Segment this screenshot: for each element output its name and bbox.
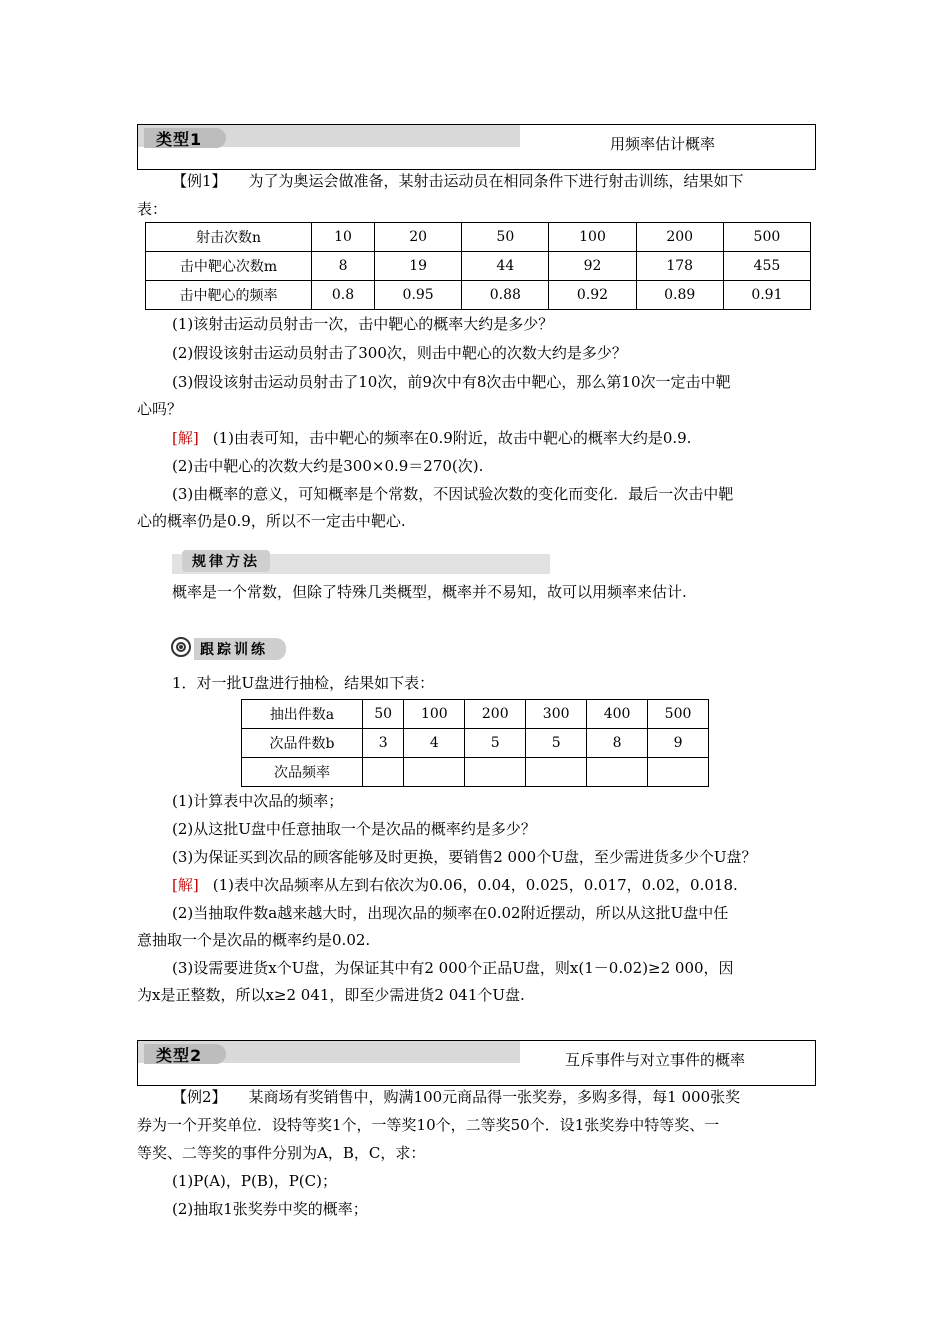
training-label: 跟踪训练	[194, 638, 286, 660]
table-row: 次品件数b 3 4 5 5 8 9	[242, 729, 709, 758]
solution-label: [解]	[172, 429, 199, 447]
target-icon	[171, 637, 191, 657]
solution-3-line2: 心的概率仍是0.9，所以不一定击中靶心.	[137, 512, 406, 530]
training-question-1: (1)计算表中次品的频率；	[172, 792, 344, 810]
example-2-line3: 等奖、二等奖的事件分别为A，B，C，求：	[137, 1144, 426, 1162]
example-2-line2: 券为一个开奖单位．设特等奖1个，一等奖10个，二等奖50个．设1张奖券中特等奖、一	[137, 1116, 720, 1134]
usb-table	[241, 699, 709, 787]
question-3-line2: 心吗？	[137, 400, 183, 418]
section-title: 互斥事件与对立事件的概率	[565, 1051, 746, 1069]
solution-label: [解]	[172, 876, 199, 894]
training-solution-1: [解] (1)表中次品频率从左到右依次为0.06，0.04，0.025，0.017，0.02，0.018.	[172, 876, 738, 894]
example-label: 【例2】	[172, 1088, 227, 1106]
table-row: 抽出件数a 50 100 200 300 400 500	[242, 700, 709, 729]
example-2-line1: 【例2】 某商场有奖销售中，购满100元商品得一张奖券，多购多得，每1 000张奖	[172, 1088, 741, 1106]
table-row: 击中靶心的频率 0.8 0.95 0.88 0.92 0.89 0.91	[146, 281, 811, 310]
question-2: (2)假设该射击运动员射击了300次，则击中靶心的次数大约是多少？	[172, 344, 627, 362]
section-tag-label: 类型2	[156, 1046, 203, 1065]
method-label: 规律方法	[182, 550, 270, 572]
training-solution-2-line1: (2)当抽取件数a越来越大时，出现次品的频率在0.02附近摆动，所以从这批U盘中任	[172, 904, 729, 922]
training-problem: 1．对一批U盘进行抽检，结果如下表：	[172, 674, 435, 692]
section-title: 用频率估计概率	[610, 135, 716, 153]
table-row: 击中靶心次数m 8 19 44 92 178 455	[146, 252, 811, 281]
section-tag-label: 类型1	[156, 130, 203, 149]
example-2-question-2: (2)抽取1张奖券中奖的概率；	[172, 1200, 368, 1218]
training-solution-3-line1: (3)设需要进货x个U盘，为保证其中有2 000个正品U盘，则x(1－0.02)≥2 000，因	[172, 959, 734, 977]
example-1-line2: 表：	[137, 200, 168, 218]
example-2-question-1: (1)P(A)，P(B)，P(C)；	[172, 1172, 337, 1190]
section-header-1	[137, 124, 816, 170]
solution-1: [解] (1)由表可知，击中靶心的频率在0.9附近，故击中靶心的概率大约是0.9.	[172, 429, 692, 447]
table-row: 次品频率	[242, 758, 709, 787]
example-label: 【例1】	[172, 172, 227, 190]
table-row: 射击次数n 10 20 50 100 200 500	[146, 223, 811, 252]
solution-3-line1: (3)由概率的意义，可知概率是个常数，不因试验次数的变化而变化．最后一次击中靶	[172, 485, 734, 503]
method-text: 概率是一个常数，但除了特殊几类概型，概率并不易知，故可以用频率来估计.	[172, 583, 687, 601]
solution-2: (2)击中靶心的次数大约是300×0.9＝270(次).	[172, 457, 484, 475]
training-solution-3-line2: 为x是正整数，所以x≥2 041，即至少需进货2 041个U盘.	[137, 986, 525, 1004]
question-1: (1)该射击运动员射击一次，击中靶心的概率大约是多少？	[172, 315, 554, 333]
shooting-table	[145, 222, 811, 310]
section-header-2	[137, 1040, 816, 1086]
example-1-line1: 【例1】 为了为奥运会做准备，某射击运动员在相同条件下进行射击训练，结果如下	[172, 172, 744, 190]
training-question-2: (2)从这批U盘中任意抽取一个是次品的概率约是多少？	[172, 820, 536, 838]
training-question-3: (3)为保证买到次品的顾客能够及时更换，要销售2 000个U盘，至少需进货多少个U盘？	[172, 848, 757, 866]
question-3-line1: (3)假设该射击运动员射击了10次，前9次中有8次击中靶心，那么第10次一定击中靶	[172, 373, 731, 391]
training-solution-2-line2: 意抽取一个是次品的概率约是0.02.	[137, 931, 371, 949]
